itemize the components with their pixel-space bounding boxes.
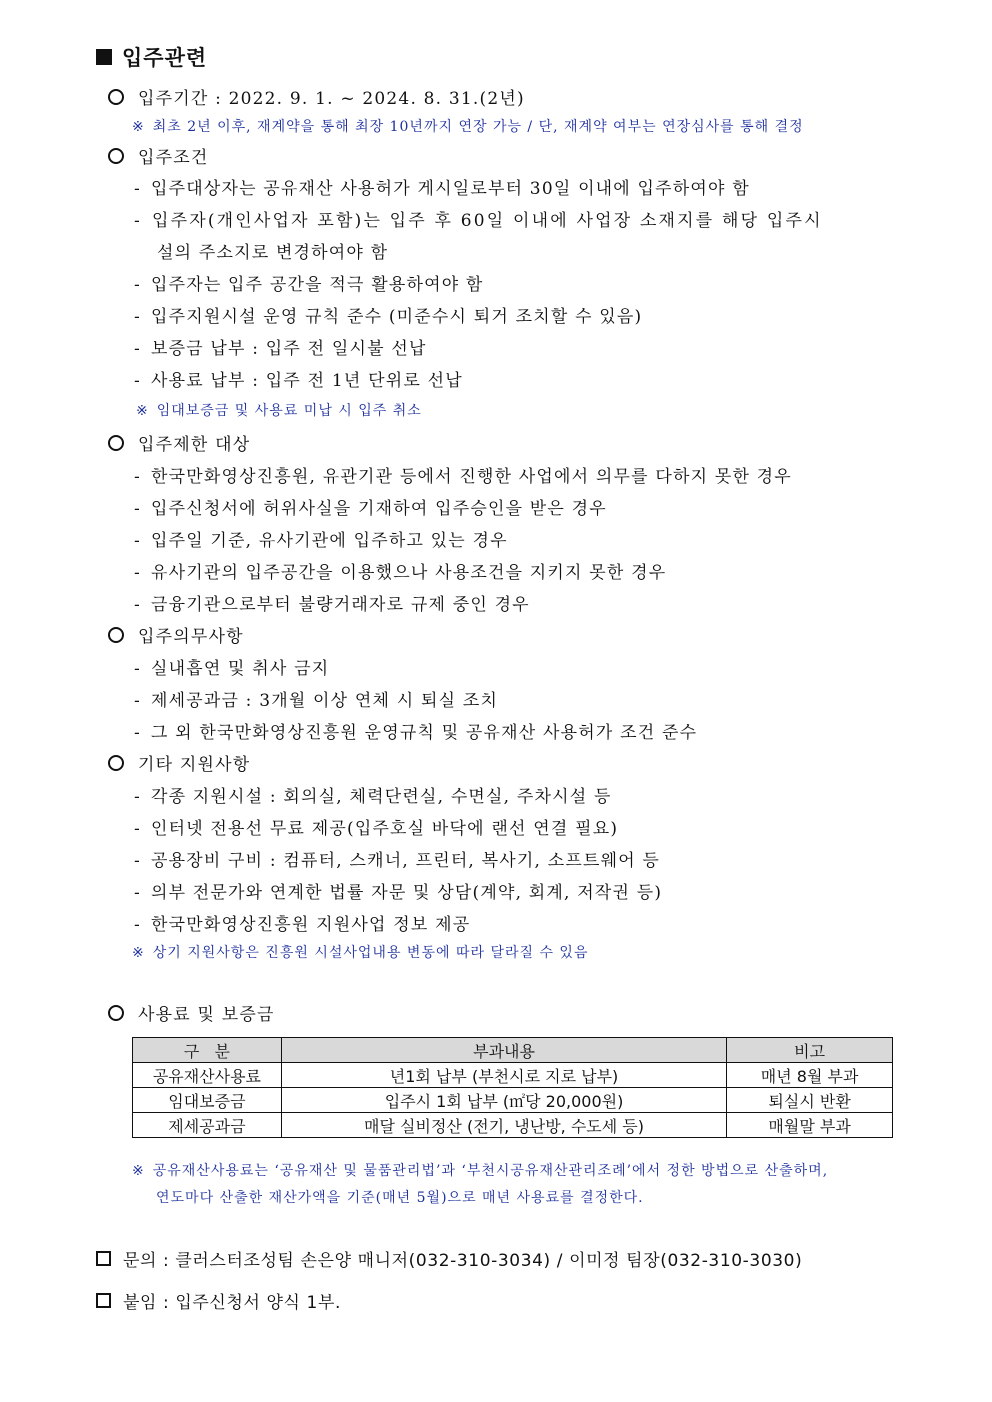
support-note-text: 상기 지원사항은 진흥원 시설사업내용 변동에 따라 달라질 수 있음 <box>152 945 589 961</box>
square-bullet-icon <box>96 49 112 65</box>
list-item-text: 입주대상자는 공유재산 사용허가 게시일로부터 30일 이내에 입주하여야 함 <box>150 179 750 199</box>
table-header-row <box>133 1038 893 1063</box>
dash-icon: - <box>134 211 142 231</box>
period-note <box>132 116 804 136</box>
list-item <box>134 814 618 839</box>
circle-bullet-icon <box>108 627 124 643</box>
list-item-text: 보증금 납부 : 입주 전 일시불 선납 <box>150 339 427 359</box>
contact-line <box>96 1246 802 1271</box>
restrictions-label: 입주제한 대상 <box>138 435 251 455</box>
table-row <box>133 1063 893 1088</box>
list-item-text: 사용료 납부 : 입주 전 1년 단위로 선납 <box>150 371 463 391</box>
list-item <box>134 462 792 487</box>
list-item <box>134 654 329 679</box>
conditions-label: 입주조건 <box>138 148 209 168</box>
section-title <box>96 42 207 72</box>
fees-label: 사용료 및 보증금 <box>138 1005 275 1025</box>
fees-note-text: 공유재산사용료는 ‘공유재산 및 물품관리법’과 ‘부천시공유재산관리조례’에서 정한 방법으로 산출하며, <box>152 1163 829 1179</box>
list-item <box>134 910 470 935</box>
dash-icon: - <box>134 563 141 583</box>
table-cell: 매월말 부과 <box>727 1113 893 1138</box>
list-item-text: 입주지원시설 운영 규칙 준수 (미준수시 퇴거 조치할 수 있음) <box>150 307 643 327</box>
attachment-text: 붙임 : 입주신청서 양식 1부. <box>123 1293 341 1313</box>
table-header-cell: 비고 <box>727 1038 893 1063</box>
table-cell: 공유재산사용료 <box>133 1063 282 1088</box>
list-item-text: 한국만화영상진흥원, 유관기관 등에서 진행한 사업에서 의무를 다하지 못한 경우 <box>150 467 792 487</box>
list-item <box>134 270 484 295</box>
fees-note-continuation <box>156 1187 644 1207</box>
dash-icon: - <box>134 275 141 295</box>
table-header-cell: 구 분 <box>133 1038 282 1063</box>
dash-icon: - <box>134 307 141 327</box>
list-item <box>134 846 660 871</box>
table-header-cell: 부과내용 <box>281 1038 726 1063</box>
dash-icon: - <box>134 339 141 359</box>
dash-icon: - <box>134 851 141 871</box>
list-item <box>134 302 642 327</box>
table-cell: 퇴실시 반환 <box>727 1088 893 1113</box>
conditions-note-text: 임대보증금 및 사용료 미납 시 입주 취소 <box>156 403 422 419</box>
list-item-text: 실내흡연 및 취사 금지 <box>150 659 330 679</box>
list-item <box>134 878 662 903</box>
note-mark-icon: ※ <box>132 945 145 961</box>
list-item <box>134 782 612 807</box>
list-item <box>134 174 750 199</box>
list-item-text: 금융기관으로부터 불량거래자로 규제 중인 경우 <box>150 595 530 615</box>
conditions-heading <box>108 143 209 168</box>
dash-icon: - <box>134 691 141 711</box>
support-label: 기타 지원사항 <box>138 755 251 775</box>
list-item-continuation <box>157 238 388 263</box>
list-item-text: 그 외 한국만화영상진흥원 운영규칙 및 공유재산 사용허가 조건 준수 <box>150 723 698 743</box>
fees-note <box>132 1160 828 1180</box>
dash-icon: - <box>134 371 141 391</box>
list-item-text: 유사기관의 입주공간을 이용했으나 사용조건을 지키지 못한 경우 <box>150 563 667 583</box>
table-cell: 매년 8월 부과 <box>727 1063 893 1088</box>
list-item-text: 한국만화영상진흥원 지원사업 정보 제공 <box>150 915 471 935</box>
dash-icon: - <box>134 531 141 551</box>
list-item-text: 입주신청서에 허위사실을 기재하여 입주승인을 받은 경우 <box>150 499 607 519</box>
list-item-text: 의부 전문가와 연계한 법률 자문 및 상담(계약, 회계, 저작권 등) <box>150 883 663 903</box>
circle-bullet-icon <box>108 435 124 451</box>
table-row <box>133 1088 893 1113</box>
list-item <box>134 494 607 519</box>
contact-text: 문의 : 클러스터조성팀 손은양 매니저(032-310-3034) / 이미정 팀장(032-310-3030) <box>123 1251 803 1271</box>
table-row <box>133 1113 893 1138</box>
dash-icon: - <box>134 179 141 199</box>
note-mark-icon: ※ <box>132 1163 145 1179</box>
table-cell: 년1회 납부 (부천시로 지로 납부) <box>281 1063 726 1088</box>
circle-bullet-icon <box>108 755 124 771</box>
section-title-text: 입주관련 <box>122 46 208 70</box>
table-cell: 임대보증금 <box>133 1088 282 1113</box>
dash-icon: - <box>134 467 141 487</box>
circle-bullet-icon <box>108 89 124 105</box>
list-item <box>134 334 427 359</box>
period-heading <box>108 84 525 109</box>
obligations-heading <box>108 622 244 647</box>
list-item <box>134 686 498 711</box>
list-item <box>134 526 508 551</box>
checkbox-bullet-icon <box>96 1293 111 1308</box>
fees-heading <box>108 1000 275 1025</box>
table-cell: 입주시 1회 납부 (㎡당 20,000원) <box>281 1088 726 1113</box>
list-item <box>134 206 823 231</box>
note-mark-icon: ※ <box>136 403 149 419</box>
period-note-text: 최초 2년 이후, 재계약을 통해 최장 10년까지 연장 가능 / 단, 재계약 여부는 연장심사를 통해 결정 <box>152 119 804 135</box>
list-item-text: 각종 지원시설 : 회의실, 체력단련실, 수면실, 주차시설 등 <box>150 787 612 807</box>
checkbox-bullet-icon <box>96 1251 111 1266</box>
dash-icon: - <box>134 819 141 839</box>
dash-icon: - <box>134 499 141 519</box>
conditions-note <box>136 400 422 420</box>
restrictions-heading <box>108 430 250 455</box>
list-item <box>134 590 530 615</box>
list-item-text: 제세공과금 : 3개월 이상 연체 시 퇴실 조치 <box>150 691 499 711</box>
list-item-text: 입주자(개인사업자 포함)는 입주 후 60일 이내에 사업장 소재지를 해당 입주시 <box>151 211 823 231</box>
note-mark-icon: ※ <box>132 119 145 135</box>
support-heading <box>108 750 250 775</box>
dash-icon: - <box>134 915 141 935</box>
list-item <box>134 366 463 391</box>
dash-icon: - <box>134 595 141 615</box>
obligations-label: 입주의무사항 <box>138 627 244 647</box>
list-item-text: 인터넷 전용선 무료 제공(입주호실 바닥에 랜선 연결 필요) <box>150 819 619 839</box>
list-item-text: 입주자는 입주 공간을 적극 활용하여야 함 <box>150 275 484 295</box>
dash-icon: - <box>134 883 141 903</box>
table-cell: 매달 실비정산 (전기, 냉난방, 수도세 등) <box>281 1113 726 1138</box>
dash-icon: - <box>134 787 141 807</box>
list-item <box>134 558 666 583</box>
list-item <box>134 718 697 743</box>
list-item-text: 입주일 기준, 유사기관에 입주하고 있는 경우 <box>150 531 508 551</box>
period-label: 입주기간 : 2022. 9. 1. ~ 2024. 8. 31.(2년) <box>138 89 525 109</box>
dash-icon: - <box>134 659 141 679</box>
circle-bullet-icon <box>108 148 124 164</box>
dash-icon: - <box>134 723 141 743</box>
attachment-line <box>96 1288 341 1313</box>
list-item-text: 공용장비 구비 : 컴퓨터, 스캐너, 프린터, 복사기, 소프트웨어 등 <box>150 851 661 871</box>
support-note <box>132 942 588 962</box>
circle-bullet-icon <box>108 1005 124 1021</box>
table-cell: 제세공과금 <box>133 1113 282 1138</box>
list-item-text: 설의 주소지로 변경하여야 함 <box>157 243 389 263</box>
fees-note-text: 연도마다 산출한 재산가액을 기준(매년 5월)으로 매년 사용료를 결정한다. <box>156 1190 644 1206</box>
fee-table <box>132 1037 893 1138</box>
